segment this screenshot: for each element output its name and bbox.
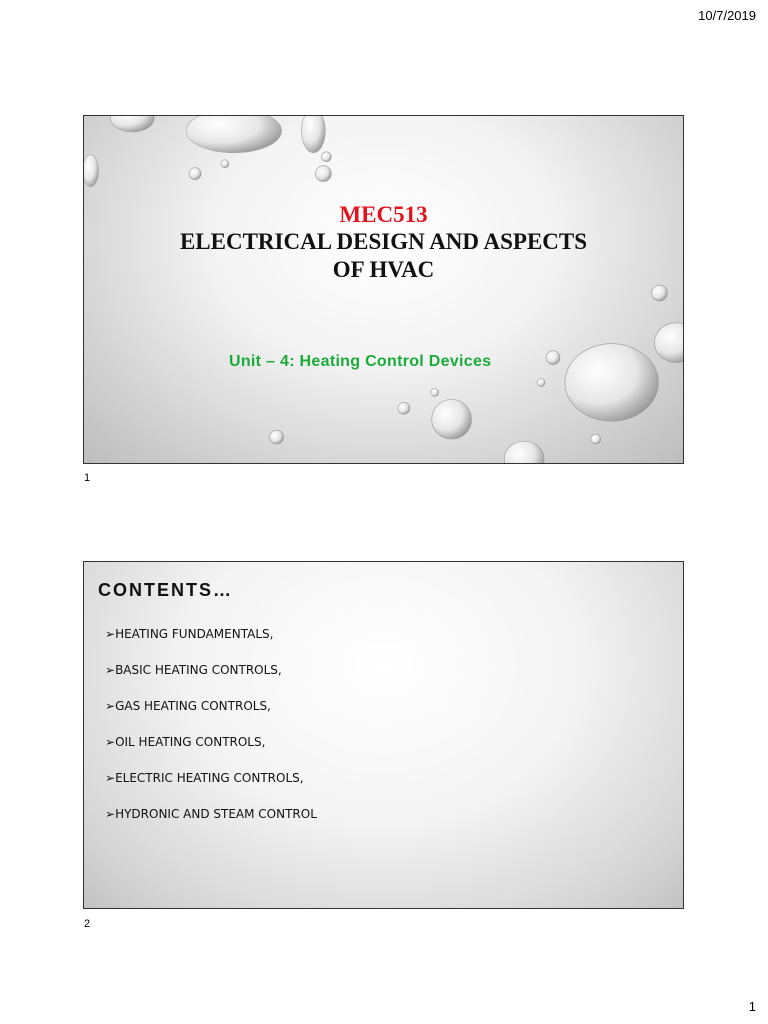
slide-title-line-2: OF HVAC: [332, 257, 435, 282]
list-item: ➢HYDRONIC AND STEAM CONTROL: [105, 807, 317, 821]
water-drops-decoration: [84, 116, 683, 463]
slide-1: [83, 115, 684, 464]
contents-list: [105, 626, 317, 842]
arrow-bullet-icon: ➢: [105, 771, 116, 785]
slide-title-line-1: ELECTRICAL DESIGN AND ASPECTS: [179, 229, 588, 254]
print-date: 10/7/2019: [698, 8, 756, 23]
slide-2: [83, 561, 684, 909]
list-item: ➢HEATING FUNDAMENTALS,: [105, 627, 274, 641]
arrow-bullet-icon: ➢: [105, 735, 116, 749]
arrow-bullet-icon: ➢: [105, 627, 116, 641]
slide-number-2: 2: [84, 918, 91, 930]
page-number: 1: [748, 999, 756, 1014]
arrow-bullet-icon: ➢: [105, 807, 116, 821]
arrow-bullet-icon: ➢: [105, 663, 116, 677]
list-item: ➢OIL HEATING CONTROLS,: [105, 735, 266, 749]
list-item: ➢GAS HEATING CONTROLS,: [105, 699, 271, 713]
arrow-bullet-icon: ➢: [105, 699, 116, 713]
list-item: ➢ELECTRIC HEATING CONTROLS,: [105, 771, 304, 785]
slide-subtitle: Unit – 4: Heating Control Devices: [229, 353, 492, 370]
list-item: ➢BASIC HEATING CONTROLS,: [105, 663, 282, 677]
contents-heading: CONTENTS…: [98, 580, 233, 600]
slide-title: [84, 228, 683, 284]
course-code: MEC513: [339, 202, 428, 227]
slide-number-1: 1: [84, 472, 91, 484]
